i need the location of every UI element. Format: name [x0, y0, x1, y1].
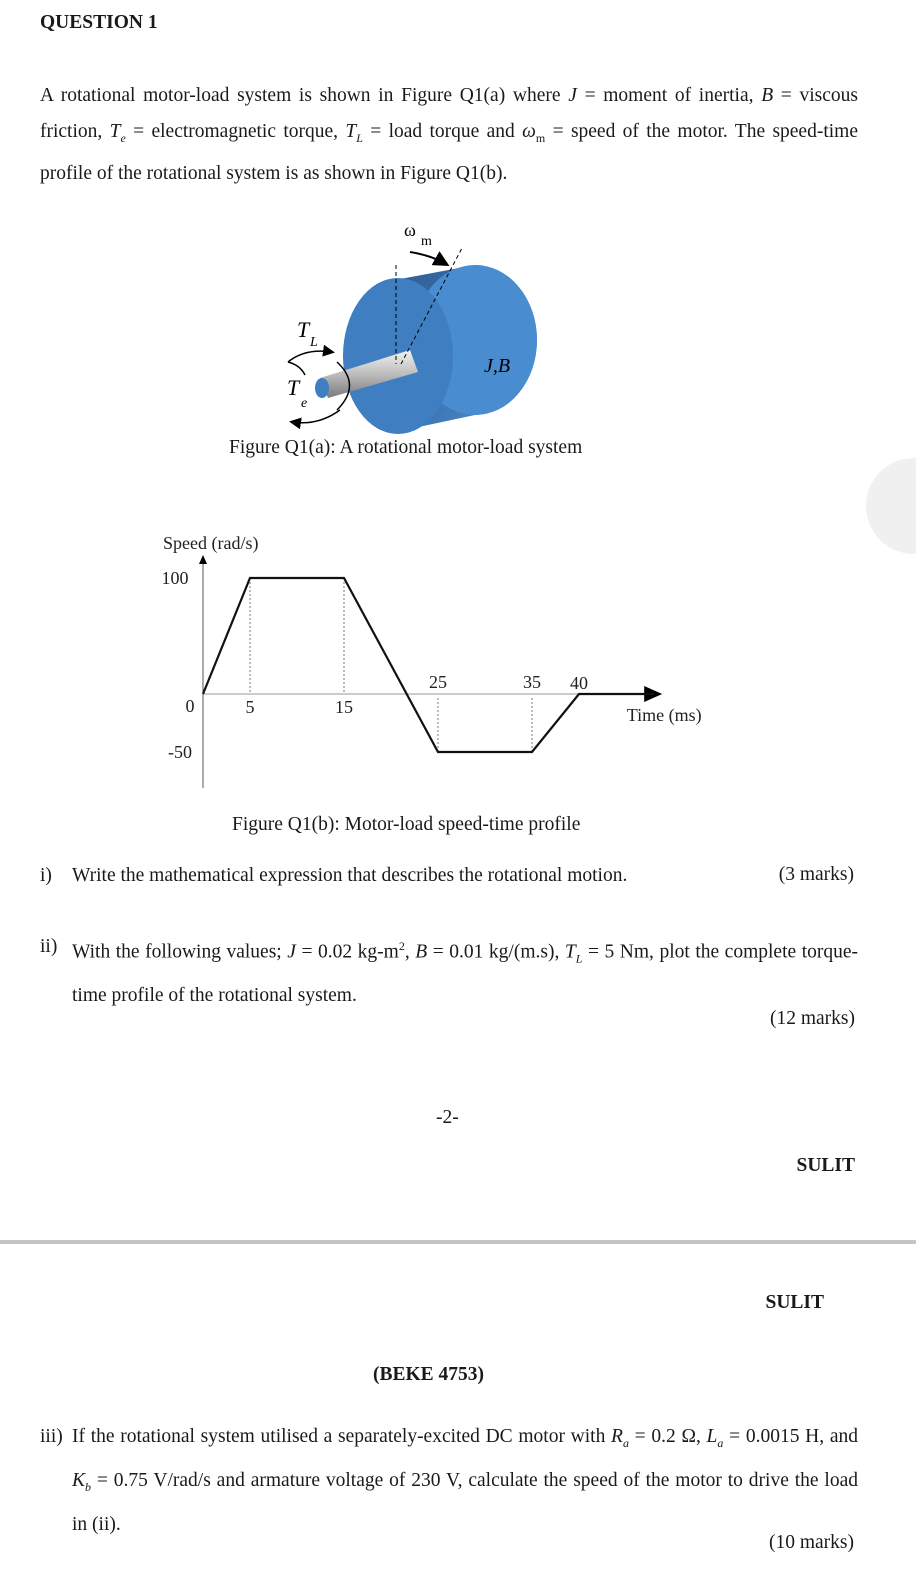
x-tick-15: 15: [335, 697, 353, 717]
page-divider: [0, 1240, 916, 1244]
label-load-torque-sub: L: [310, 335, 318, 350]
scroll-handle[interactable]: [866, 458, 916, 554]
page-number: -2-: [436, 1107, 459, 1128]
intro-paragraph: A rotational motor-load system is shown in Figure Q1(a) where J = moment of inertia, B = viscous friction, $T_e$ = electromagnetic torque, $T_L$ = load torque and $\omega_m$ = speed of the motor. The speed-time profile of the rotational system is as shown in Figure Q1(b).: [40, 85, 858, 184]
label-load-torque: T: [297, 317, 310, 342]
sulit-header: SULIT: [765, 1292, 824, 1313]
shaft-end: [315, 378, 329, 398]
x-tick-35: 35: [523, 672, 541, 692]
x-tick-25: 25: [429, 672, 447, 692]
x-tick-5: 5: [245, 697, 255, 717]
figure-q1a-caption: Figure Q1(a): A rotational motor-load system: [229, 437, 583, 458]
y-tick-minus-50: -50: [168, 742, 192, 762]
question-ii-marks: (12 marks): [769, 1008, 855, 1029]
label-omega-m-sub: m: [421, 234, 432, 249]
question-i-text: Write the mathematical expression that describes the rotational motion.: [72, 865, 628, 886]
question-i-marks: (3 marks): [778, 864, 854, 885]
question-ii-text: With the following values; J = 0.02 $kg-m^2$, B = 0.01 kg/(m.s), $T_L = 5$ Nm, plot the complete torque-time profile of the rotational system.: [72, 939, 859, 1007]
question-ii-number: ii): [40, 936, 58, 957]
label-electromagnetic-torque-sub: e: [301, 396, 308, 411]
y-axis-label: Speed (rad/s): [163, 533, 259, 553]
question-iii-number: iii): [40, 1426, 63, 1447]
question-iii-text: If the rotational system utilised a separately-excited DC motor with $R_a = 0.2$ Ω, $L_a = 0.0015$ H, and $K_b = 0.75$ V/rad/s and armature voltage of 230 V, calculate the speed of the motor to drive the load in (ii).: [72, 1426, 858, 1535]
speed-arrow: [410, 252, 446, 264]
speed-series-line: [203, 578, 654, 752]
figure-q1b-caption: Figure Q1(b): Motor-load speed-time profile: [232, 814, 581, 835]
label-inertia-friction: J,B: [484, 355, 511, 377]
y-tick-100: 100: [161, 568, 189, 588]
figure-q1b-speed-time-chart: [150, 530, 720, 800]
sulit-footer: SULIT: [796, 1155, 855, 1176]
load-torque-arrow: [288, 351, 332, 362]
x-axis-label: Time (ms): [626, 705, 702, 725]
label-omega-m: ω: [404, 220, 416, 240]
question-title: QUESTION 1: [40, 12, 158, 33]
label-electromagnetic-torque: T: [287, 375, 300, 400]
electromagnetic-torque-arrow: [292, 410, 340, 423]
course-code: (BEKE 4753): [373, 1364, 485, 1385]
question-iii-marks: (10 marks): [768, 1532, 854, 1553]
figure-q1a-motor-load-diagram: [0, 205, 916, 435]
x-tick-40: 40: [570, 673, 588, 693]
question-i-number: i): [40, 865, 52, 886]
y-tick-0: 0: [185, 696, 195, 716]
